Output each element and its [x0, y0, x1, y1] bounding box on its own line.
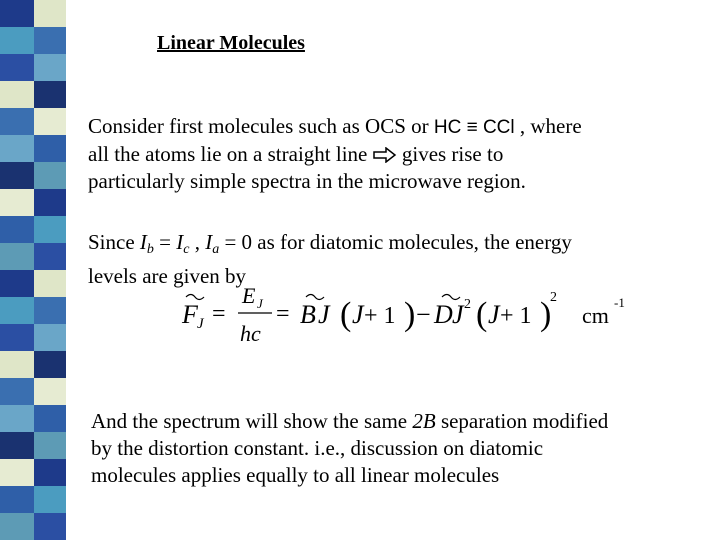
formula-E: E — [242, 283, 256, 308]
stripe-square — [34, 0, 66, 27]
hccl-formula: HC ≡ CCl — [433, 117, 515, 138]
formula-plus1a: + 1 — [364, 303, 396, 329]
stripe-block — [0, 0, 66, 27]
formula-F: F — [182, 300, 198, 329]
stripe-square — [34, 108, 66, 135]
stripe-square — [34, 81, 66, 108]
stripe-square — [34, 243, 66, 270]
stripe-square — [34, 297, 66, 324]
formula-eq1: = — [212, 301, 226, 327]
stripe-square — [34, 432, 66, 459]
stripe-block — [0, 135, 66, 162]
formula-unit: cm — [582, 303, 609, 328]
formula-unit-exp: -1 — [614, 295, 625, 310]
conclusion-line-2: by the distortion constant. i.e., discussion on diatomic — [91, 436, 544, 460]
stripe-square — [34, 486, 66, 513]
intro-line-3: particularly simple spectra in the microwave region. — [88, 169, 526, 193]
formula-J1: J — [318, 300, 330, 329]
stripe-square — [34, 27, 66, 54]
formula-F-sub: J — [197, 316, 204, 332]
paragraph-conclusion — [91, 408, 608, 489]
stripe-block — [0, 27, 66, 54]
stripe-block — [0, 297, 66, 324]
intro-line-2: all the atoms lie on a straight line gives rise to — [88, 142, 504, 166]
formula-paren-squared: 2 — [550, 290, 557, 305]
stripe-block — [0, 513, 66, 540]
formula-eq2: = — [276, 301, 290, 327]
formula-J2: J — [352, 300, 364, 329]
stripe-block — [0, 54, 66, 81]
stripe-square — [34, 459, 66, 486]
energy-formula — [180, 283, 630, 353]
stripe-square — [34, 324, 66, 351]
energy-line-1: Since $I_b = I_c$ , $I_a = 0$ as for diatomic molecules, the energy — [88, 230, 572, 257]
formula-rparen2: ) — [540, 296, 552, 333]
stripe-square — [34, 54, 66, 81]
stripe-block — [0, 270, 66, 297]
stripe-block — [0, 243, 66, 270]
stripe-block — [0, 459, 66, 486]
formula-J4: J — [488, 300, 500, 329]
stripe-square — [34, 270, 66, 297]
stripe-block — [0, 108, 66, 135]
paragraph-energy — [88, 229, 572, 290]
formula-D: D — [434, 300, 453, 329]
formula-plus1b: + 1 — [500, 303, 532, 329]
stripe-square — [34, 513, 66, 540]
stripe-square — [34, 135, 66, 162]
energy-line-2: levels are given by — [88, 264, 247, 288]
formula-J-squared: 2 — [464, 297, 471, 312]
stripe-block — [0, 216, 66, 243]
decorative-stripe — [0, 0, 66, 540]
formula-B: B — [300, 300, 316, 329]
stripe-square — [34, 189, 66, 216]
stripe-block — [0, 378, 66, 405]
conclusion-line-3: molecules applies equally to all linear molecules — [91, 463, 500, 487]
stripe-block — [0, 81, 66, 108]
stripe-square — [34, 405, 66, 432]
formula-lparen2: ( — [476, 296, 488, 333]
stripe-block — [0, 189, 66, 216]
intro-line-1: Consider first molecules such as OCS or HC ≡ CCl , where — [88, 114, 582, 138]
formula-rparen1: ) — [404, 296, 416, 333]
stripe-block — [0, 351, 66, 378]
formula-hc: hc — [240, 321, 261, 346]
stripe-block — [0, 162, 66, 189]
paragraph-intro — [88, 113, 582, 195]
formula-lparen1: ( — [340, 296, 352, 333]
stripe-square — [34, 162, 66, 189]
formula-J3: J — [452, 300, 464, 329]
conclusion-line-1: And the spectrum will show the same 2B separation modified — [91, 409, 609, 433]
formula-E-sub: J — [257, 296, 263, 311]
stripe-block — [0, 324, 66, 351]
stripe-square — [34, 378, 66, 405]
arrow-right-icon — [373, 147, 397, 163]
stripe-block — [0, 432, 66, 459]
stripe-block — [0, 405, 66, 432]
stripe-square — [34, 351, 66, 378]
stripe-block — [0, 486, 66, 513]
stripe-square — [34, 216, 66, 243]
slide-title: Linear Molecules — [157, 32, 305, 54]
formula-minus: − — [416, 300, 431, 329]
